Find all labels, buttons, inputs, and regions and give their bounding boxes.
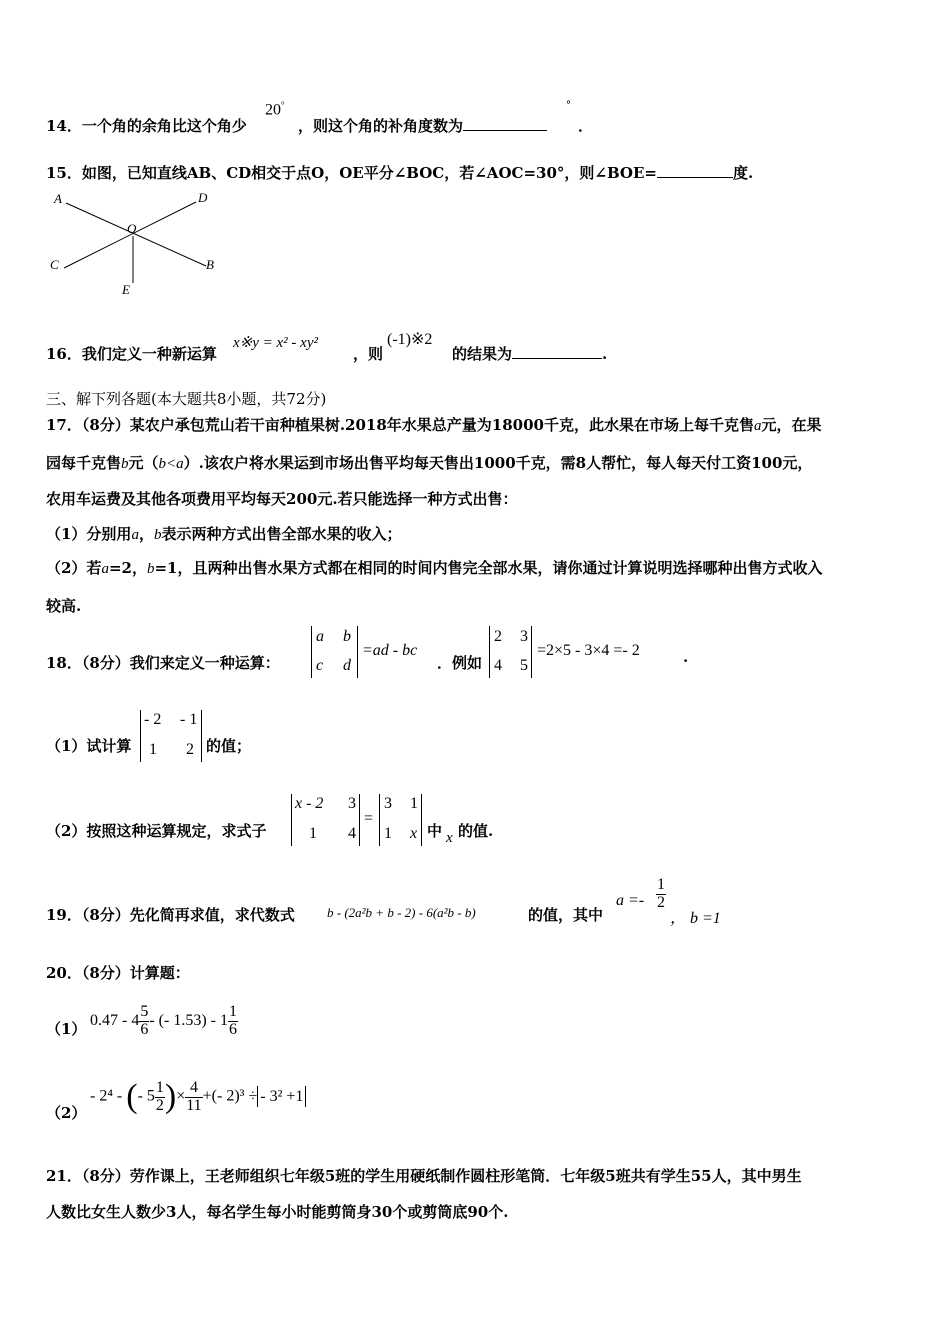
q15-answer-blank[interactable] xyxy=(657,163,733,178)
det-p1-d: 2 xyxy=(186,741,194,758)
q20-part-2-expr: - 2⁴ - (- 5 $\frac{1}{2}$ )× $\frac{4}{11}$ +(- 2)³ ÷ - 3² +1 xyxy=(90,1078,306,1116)
det-p2-eq: = xyxy=(364,810,374,827)
det-p2l-right-bar xyxy=(359,794,360,846)
question-17-line-2: 园每千克售b元（b<a）.该农户将水果运到市场出售平均每天售出1000千克，需8人帮忙，每人每天付工资100元， xyxy=(46,454,813,472)
det-p2l-left-bar xyxy=(291,794,292,846)
det-def-rhs: =ad - bc xyxy=(362,642,418,659)
q16-definition: x※y = x² - xy² xyxy=(233,335,318,351)
question-19: 19．（8分）先化简再求值，求代数式 xyxy=(46,906,295,924)
q16-result: 的结果为 . xyxy=(452,345,608,363)
label-b: B xyxy=(206,257,214,272)
det-def-right-bar xyxy=(357,626,358,678)
q19-where: 的值，其中 xyxy=(528,906,604,924)
det-def-b: b xyxy=(343,628,351,645)
q18-part-1: （1）试计算 xyxy=(46,737,132,755)
det-p2r-left-bar xyxy=(379,794,380,846)
q18-part-2: （2）按照这种运算规定，求式子 xyxy=(46,822,267,840)
q14-degree: 20° xyxy=(265,100,285,119)
q14-degree-mark: ° xyxy=(566,100,571,111)
det-p2r-a: 3 xyxy=(384,795,392,812)
det-p1-c: 1 xyxy=(149,741,157,758)
question-18: 18．（8分）我们来定义一种运算： xyxy=(46,654,280,672)
q14-text-b: ，则这个角的补角度数为 xyxy=(298,115,547,136)
det-p1-left-bar xyxy=(140,710,141,762)
label-e: E xyxy=(122,282,130,297)
q16-answer-blank[interactable] xyxy=(512,344,602,359)
det-ex-a: 2 xyxy=(494,628,502,645)
abs-value: - 3² +1 xyxy=(257,1086,306,1107)
question-17-part-2-end: 较高. xyxy=(46,597,82,615)
question-21-line-1: 21．（8分）劳作课上，王老师组织七年级5班的学生用硬纸制作圆柱形笔筒．七年级5班共有学生55人，其中男生 xyxy=(46,1167,802,1185)
det-p1-a: - 2 xyxy=(144,711,162,728)
det-ex-c: 4 xyxy=(494,657,502,674)
label-c: C xyxy=(50,257,59,272)
q18-part-1-end: 的值； xyxy=(206,737,252,755)
q20-part-1-expr: 0.47 - 4 $\frac{5}{6}$ - (- 1.53) - 1 $\frac{1}{6}$ xyxy=(90,1003,237,1038)
question-17-line-1: 17．（8分）某农户承包荒山若干亩种植果树.2018年水果总产量为18000千克，此水果在市场上每千克售a元，在果 xyxy=(46,416,822,434)
section-3-heading: 三、解下列各题(本大题共8小题，共72分) xyxy=(46,390,327,408)
q20-part-2-label: （2） xyxy=(46,1104,87,1122)
det-def-d: d xyxy=(343,657,351,674)
question-17-part-1: （1）分别用a，b表示两种方式出售全部水果的收入； xyxy=(46,525,402,543)
question-21-line-2: 人数比女生人数少3人，每名学生每小时能剪筒身30个或剪筒底90个. xyxy=(46,1203,509,1221)
det-ex-b: 3 xyxy=(520,628,528,645)
question-17-part-2: （2）若a=2，b=1，且两种出售水果方式都在相同的时间内售完全部水果，请你通过计算说明选择哪种出售方式收入 xyxy=(46,559,823,577)
label-o: O xyxy=(127,221,137,236)
question-17-line-3: 农用车运费及其他各项费用平均每天200元.若只能选择一种方式出售： xyxy=(46,490,518,508)
q19-a-eq: a =- xyxy=(616,892,645,909)
q14-answer-blank[interactable] xyxy=(463,116,547,131)
q19-expression: b - (2a²b + b - 2) - 6(a²b - b) xyxy=(327,905,476,920)
question-16: 16．我们定义一种新运算 xyxy=(46,345,217,363)
det-p2r-c: 1 xyxy=(384,825,392,842)
q18-part-2-end: 的值. xyxy=(458,822,494,840)
det-p2l-d: 4 xyxy=(348,825,356,842)
det-p1-right-bar xyxy=(201,710,202,762)
det-p2r-b: 1 xyxy=(410,795,418,812)
q19-b-eq: ， b =1 xyxy=(670,910,721,927)
q15-figure xyxy=(44,188,234,300)
det-p2r-d: x xyxy=(410,825,418,842)
det-p2r-right-bar xyxy=(421,794,422,846)
det-p2l-c: 1 xyxy=(309,825,317,842)
question-20: 20．（8分）计算题： xyxy=(46,964,190,982)
q19-a-fraction: $\frac{1}{2}$ xyxy=(657,876,665,911)
question-15: 15．如图，已知直线AB、CD相交于点O，OE平分∠BOC，若∠AOC=30°，则∠BOE= 度. xyxy=(46,164,754,182)
q18-part-2-var: x xyxy=(446,830,453,846)
label-d: D xyxy=(198,190,208,205)
label-a: A xyxy=(54,191,62,206)
question-14 xyxy=(46,115,247,136)
q18-part-2-mid: 中 xyxy=(427,822,443,840)
det-p2l-a: x - 2 xyxy=(295,795,324,812)
det-def-a: a xyxy=(316,628,324,645)
q16-then: ，则 xyxy=(353,345,384,363)
det-ex-left-bar xyxy=(489,626,490,678)
det-p2l-b: 3 xyxy=(348,795,356,812)
q18-example-label: ．例如 xyxy=(437,654,483,672)
det-ex-end: . xyxy=(683,648,689,666)
det-ex-right-bar xyxy=(531,626,532,678)
det-p1-b: - 1 xyxy=(180,711,198,728)
det-def-left-bar xyxy=(311,626,312,678)
q14-text: 14．一个角的余角比这个角少 xyxy=(46,117,247,135)
det-ex-d: 5 xyxy=(520,657,528,674)
q20-part-1-label: （1） xyxy=(46,1020,87,1038)
q14-period: ． xyxy=(578,117,594,135)
q16-expression: (-1)※2 xyxy=(387,331,433,348)
det-def-c: c xyxy=(316,657,324,674)
det-ex-rhs: =2×5 - 3×4 =- 2 xyxy=(537,642,640,659)
